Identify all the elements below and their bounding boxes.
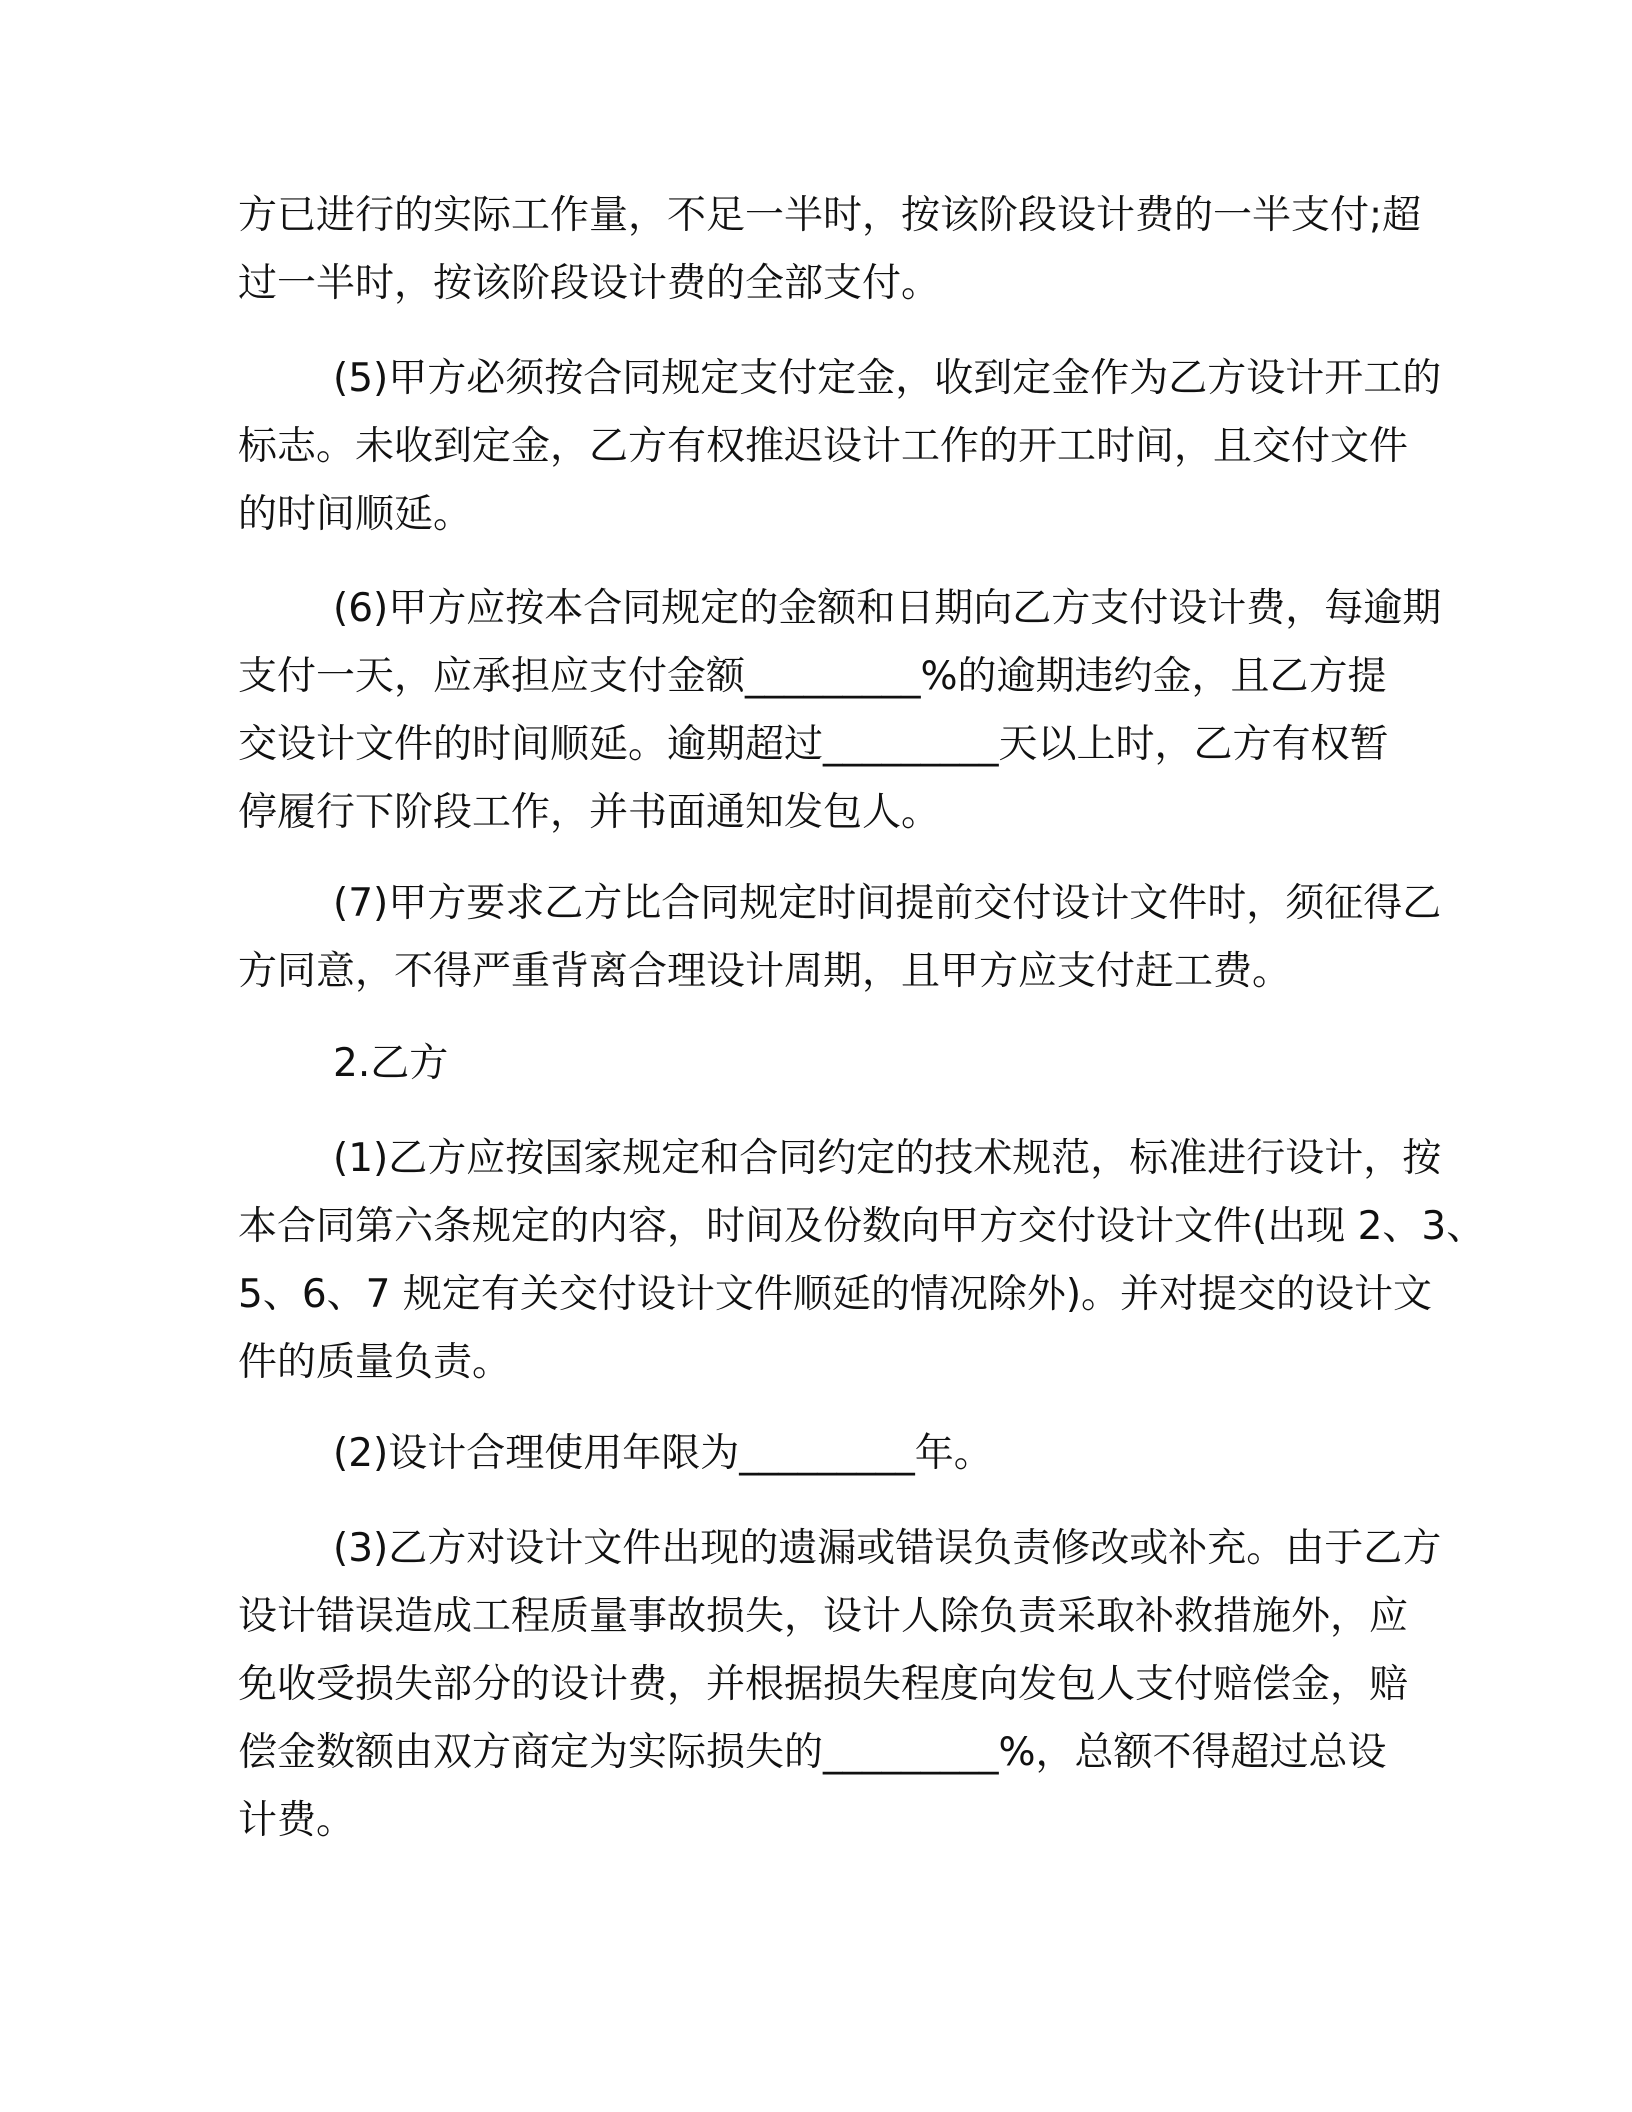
paragraph-clause-6: [238, 575, 1442, 847]
text-line: 计费。: [238, 1798, 356, 1843]
text-line: 方同意，不得严重背离合理设计周期，且甲方应支付赶工费。: [238, 949, 1292, 994]
text-line: 2.乙方: [333, 1041, 449, 1086]
paragraph-clause-5: [238, 345, 1442, 549]
text-line: 本合同第六条规定的内容，时间及份数向甲方交付设计文件(出现 2、3、: [238, 1204, 1486, 1249]
text-line: 支付一天，应承担应支付金额_________%的逾期违约金，且乙方提: [238, 654, 1387, 699]
text-line: 方已进行的实际工作量，不足一半时，按该阶段设计费的一半支付;超: [238, 193, 1422, 238]
text-line: (3)乙方对设计文件出现的遗漏或错误负责修改或补充。由于乙方: [333, 1526, 1442, 1571]
text-line: 交设计文件的时间顺延。逾期超过_________天以上时，乙方有权暂: [238, 722, 1389, 767]
text-line: 件的质量负责。: [238, 1340, 512, 1385]
text-line: (7)甲方要求乙方比合同规定时间提前交付设计文件时，须征得乙: [333, 881, 1442, 926]
text-line: 标志。未收到定金，乙方有权推迟设计工作的开工时间，且交付文件: [238, 424, 1409, 469]
text-line: 设计错误造成工程质量事故损失，设计人除负责采取补救措施外，应: [238, 1594, 1409, 1639]
section-heading: [238, 1030, 1438, 1098]
text-line: 的时间顺延。: [238, 492, 473, 537]
text-line: 免收受损失部分的设计费，并根据损失程度向发包人支付赔偿金，赔: [238, 1662, 1409, 1707]
text-line: (1)乙方应按国家规定和合同约定的技术规范，标准进行设计，按: [333, 1136, 1442, 1181]
paragraph-party-b-2: [238, 1420, 1438, 1488]
paragraph-clause-7: [238, 870, 1442, 1006]
text-line: 停履行下阶段工作，并书面通知发包人。: [238, 790, 941, 835]
paragraph-continuation: [238, 182, 1438, 318]
text-line: (5)甲方必须按合同规定支付定金，收到定金作为乙方设计开工的: [333, 356, 1442, 401]
text-line: (6)甲方应按本合同规定的金额和日期向乙方支付设计费，每逾期: [333, 586, 1442, 631]
text-line: 偿金数额由双方商定为实际损失的_________%，总额不得超过总设: [238, 1730, 1387, 1775]
text-line: 5、6、7 规定有关交付设计文件顺延的情况除外)。并对提交的设计文: [238, 1272, 1433, 1317]
paragraph-party-b-3: [238, 1515, 1442, 1855]
paragraph-party-b-1: [238, 1125, 1486, 1397]
text-line: (2)设计合理使用年限为_________年。: [333, 1431, 993, 1476]
text-line: 过一半时，按该阶段设计费的全部支付。: [238, 261, 941, 306]
